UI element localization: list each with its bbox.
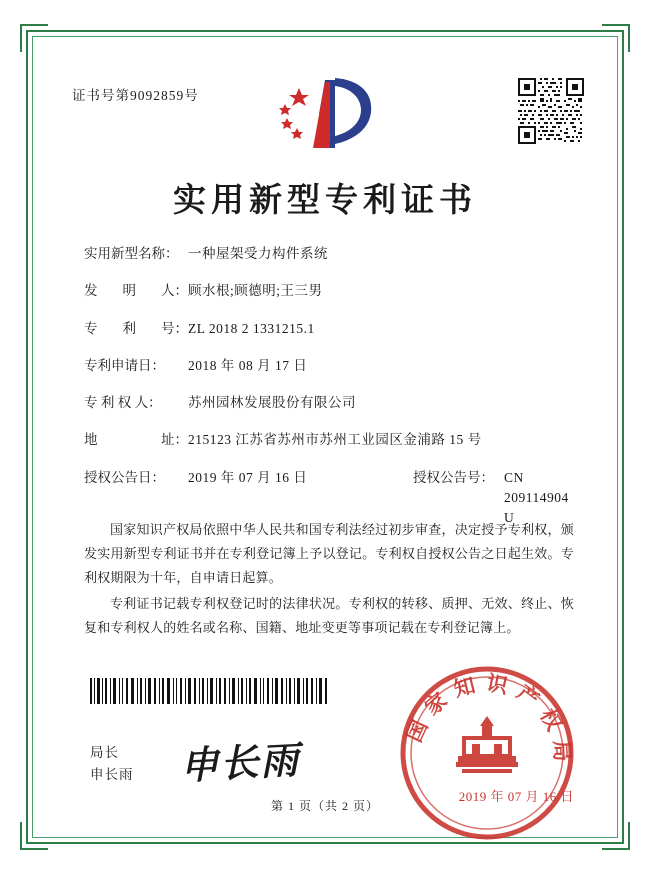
field-label-patent-number xyxy=(84,319,188,339)
field-row-patentee xyxy=(84,393,578,413)
field-value-patentee: 苏州园林发展股份有限公司 xyxy=(188,395,356,410)
corner-ornament-top-right xyxy=(602,24,630,52)
patent-fields xyxy=(84,244,578,545)
field-label-patent-number-char-1: 专 xyxy=(84,320,98,336)
field-label-inventor-char-3: 人： xyxy=(161,283,188,299)
field-value-inventor: 顾水根;顾德明;王三男 xyxy=(188,283,323,299)
field-row-address xyxy=(84,430,578,450)
field-label-inventor xyxy=(84,281,188,301)
legal-text-block xyxy=(84,518,574,642)
legal-paragraph-1: 国家知识产权局依照中华人民共和国专利法经过初步审查，决定授予专利权，颁发实用新型专利证书并在专利登记簿上予以登记。专利权自授权公告之日起生效。专利权期限为十年，自申请日起算。 xyxy=(84,522,574,586)
field-label-address-char-2: 址： xyxy=(161,432,188,448)
corner-ornament-bottom-left xyxy=(20,822,48,850)
page-footer: 第 1 页（共 2 页） xyxy=(270,799,379,813)
field-label-patent-number-char-2: 利 xyxy=(122,320,136,336)
field-label-grant-number: 授权公告号： xyxy=(413,469,494,485)
svg-text:国家知识产权局: 国家知识产权局 xyxy=(401,670,575,771)
signature-labels xyxy=(90,742,134,785)
field-label-address xyxy=(84,430,188,450)
field-value-patent-number: ZL 2018 2 1331215.1 xyxy=(188,320,315,336)
field-label-patent-number-char-3: 号： xyxy=(161,320,188,336)
field-label-patentee: 专 利 权 人： xyxy=(84,395,162,410)
field-value-application-date: 2018 年 08 月 17 日 xyxy=(188,357,308,373)
cnipa-logo-icon xyxy=(273,74,377,152)
qr-code-icon xyxy=(518,78,584,144)
barcode xyxy=(90,678,328,704)
field-value-grant-number: CN 209114904 U xyxy=(504,469,569,525)
seal-date: 2019 年 07 月 16 日 xyxy=(458,789,574,804)
field-row-name xyxy=(84,244,578,264)
field-label-name: 实用新型名称： xyxy=(84,246,179,261)
handwritten-signature: 申长雨 xyxy=(179,739,302,789)
field-label-inventor-char-1: 发 xyxy=(84,283,98,299)
field-label-address-char-1: 地 xyxy=(84,432,98,448)
field-value-grant-date: 2019 年 07 月 16 日 xyxy=(188,469,308,485)
signature-title-label: 局长 xyxy=(90,745,119,760)
field-value-address: 215123 江苏省苏州市苏州工业园区金浦路 15 号 xyxy=(188,432,482,448)
certificate-content xyxy=(48,56,602,816)
field-row-inventor xyxy=(84,281,578,301)
field-label-application-date: 专利申请日： xyxy=(84,357,165,373)
legal-paragraph-2: 专利证书记载专利权登记时的法律状况。专利权的转移、质押、无效、终止、恢复和专利权人的姓名或名称、国籍、地址变更等事项记载在专利登记簿上。 xyxy=(84,596,574,636)
field-row-application-date xyxy=(84,356,578,376)
corner-ornament-top-left xyxy=(20,24,48,52)
certificate-number: 证书号第9092859号 xyxy=(72,88,199,103)
field-row-patent-number xyxy=(84,319,578,339)
field-label-inventor-char-2: 明 xyxy=(122,283,136,299)
field-value-name: 一种屋架受力构件系统 xyxy=(188,246,328,261)
field-label-grant-date: 授权公告日： xyxy=(84,469,165,485)
corner-ornament-bottom-right xyxy=(602,822,630,850)
signature-name-label: 申长雨 xyxy=(90,766,134,782)
official-seal-icon xyxy=(398,664,576,842)
page-title: 实用新型专利证书 xyxy=(173,183,477,219)
